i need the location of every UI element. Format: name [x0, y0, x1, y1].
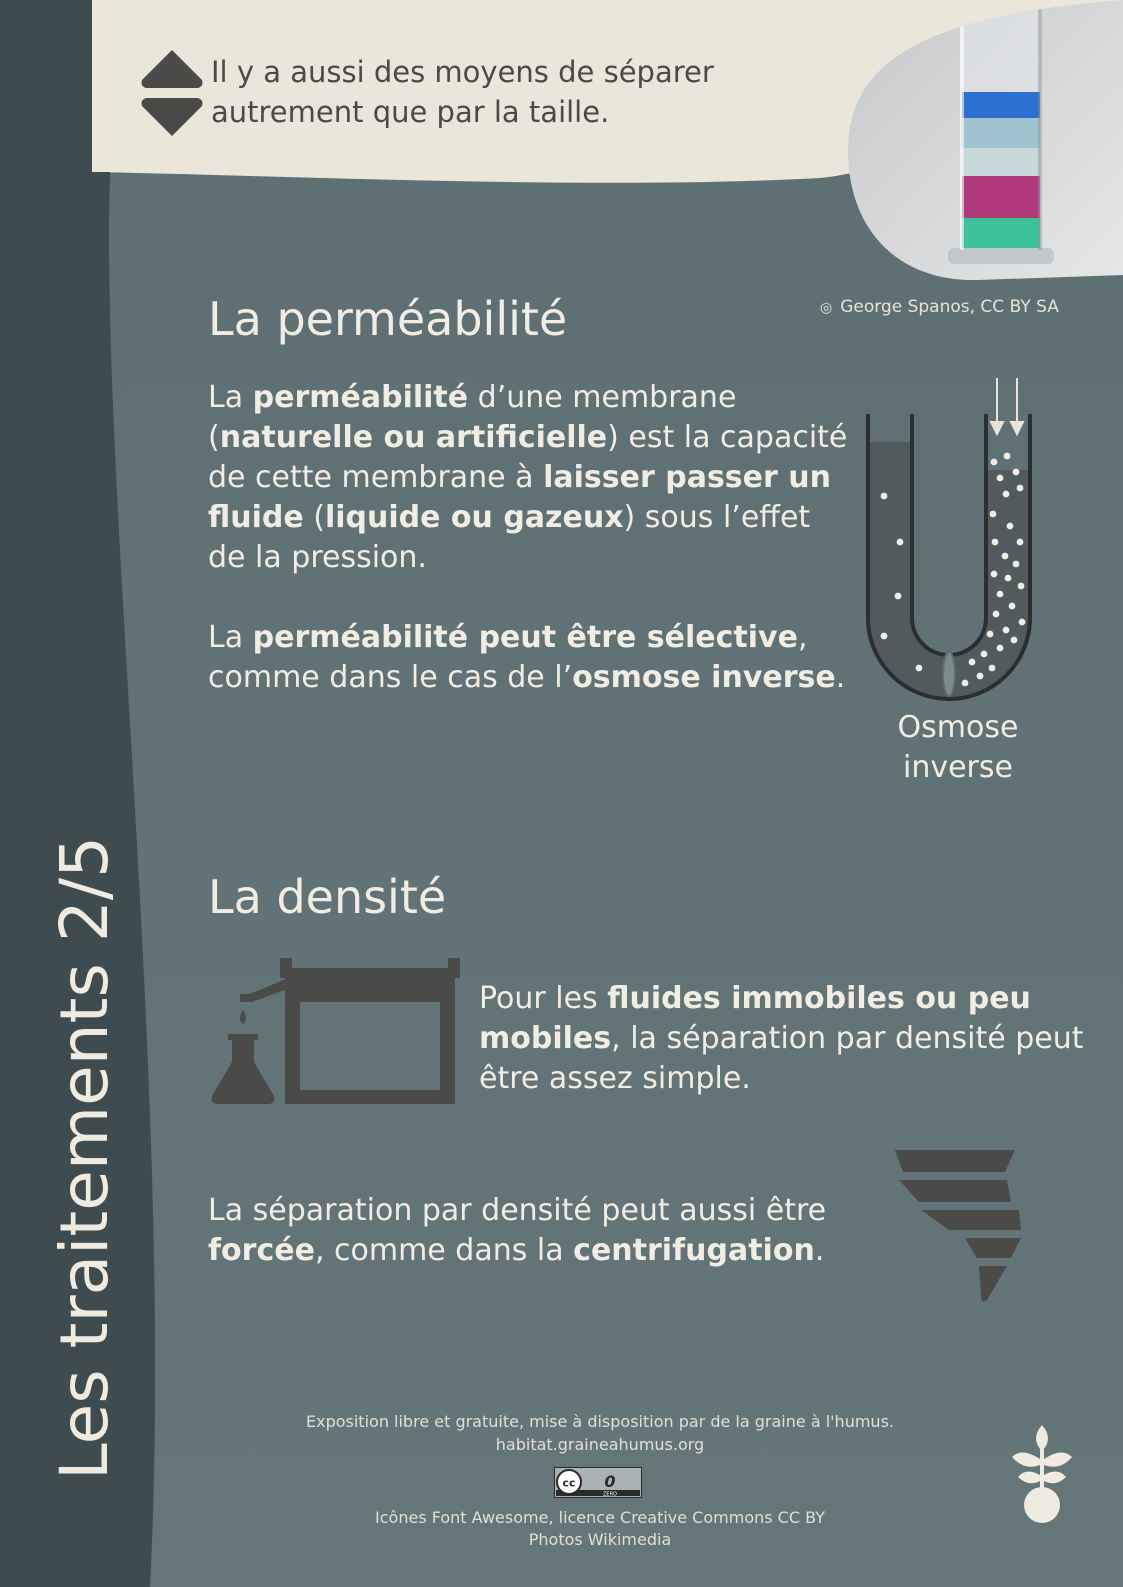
cc-badge-zero-label: ZERO	[603, 1491, 617, 1498]
seedling-logo-icon	[1010, 1425, 1074, 1525]
footer-icons-credit: Icônes Font Awesome, licence Creative Commons CC BY	[375, 1508, 825, 1527]
text-run: , comme dans le cas de l’	[208, 620, 808, 695]
bold-text: perméabilité peut être sélective	[252, 620, 798, 655]
density-column-photo	[848, 0, 1123, 282]
bold-text: laisser passer un fluide	[208, 460, 831, 535]
intro-text: Il y a aussi des moyens de séparer autrement que par la taille.	[211, 55, 714, 129]
osmosis-diagram-label: Osmose inverse	[897, 710, 1019, 785]
text-run: .	[814, 1233, 825, 1268]
permeability-title: La perméabilité	[208, 292, 568, 346]
bold-text: naturelle ou artificielle	[219, 420, 608, 455]
text-run: , comme dans la	[314, 1233, 574, 1268]
text-run: .	[835, 660, 846, 695]
bold-text: fluides immobiles ou peu mobiles	[479, 981, 1031, 1056]
text-run: ) sous l’effet de la pression.	[208, 500, 811, 575]
photo-credit	[820, 297, 1080, 317]
permeability-paragraph-2	[208, 618, 848, 698]
cc-badge-zero-digit: 0	[604, 1472, 616, 1491]
density-paragraph-2	[208, 1191, 888, 1271]
reverse-osmosis-diagram	[862, 378, 1052, 708]
tornado-icon	[895, 1150, 1035, 1310]
footer-exhibition-line: Exposition libre et gratuite, mise à disposition par de la graine à l'humus.	[306, 1412, 894, 1431]
text-run: La séparation par densité peut aussi être	[208, 1193, 827, 1228]
text-run: La	[208, 620, 253, 655]
text-run: , la séparation par densité peut être assez simple.	[479, 1021, 1084, 1096]
bold-text: osmose inverse	[572, 660, 836, 695]
bold-text: liquide ou gazeux	[324, 500, 624, 535]
density-title: La densité	[208, 870, 447, 924]
text-run: d’une membrane (	[208, 380, 737, 455]
density-paragraph-1	[479, 979, 1089, 1099]
bold-text: perméabilité	[252, 380, 469, 415]
text-run: (	[303, 500, 325, 535]
decanting-flask-icon	[210, 958, 460, 1118]
side-title: Les traitements 2/5	[46, 835, 123, 1480]
text-run: La	[208, 380, 253, 415]
photo-credit-text: George Spanos, CC BY SA	[840, 297, 1059, 317]
bold-text: forcée	[208, 1233, 315, 1268]
permeability-paragraph-1	[208, 378, 848, 578]
footer-photos-credit: Photos Wikimedia	[528, 1530, 672, 1549]
copyleft-icon: ◎	[820, 300, 833, 316]
text-run: ) est la capacité de cette membrane à	[208, 420, 848, 495]
sort-icon	[140, 50, 204, 136]
text-run: Pour les	[479, 981, 608, 1016]
cc-badge-label: cc	[562, 1476, 576, 1490]
bold-text: centrifugation	[573, 1233, 815, 1268]
footer-website: habitat.graineahumus.org	[495, 1435, 705, 1454]
cc-zero-badge	[554, 1467, 642, 1498]
